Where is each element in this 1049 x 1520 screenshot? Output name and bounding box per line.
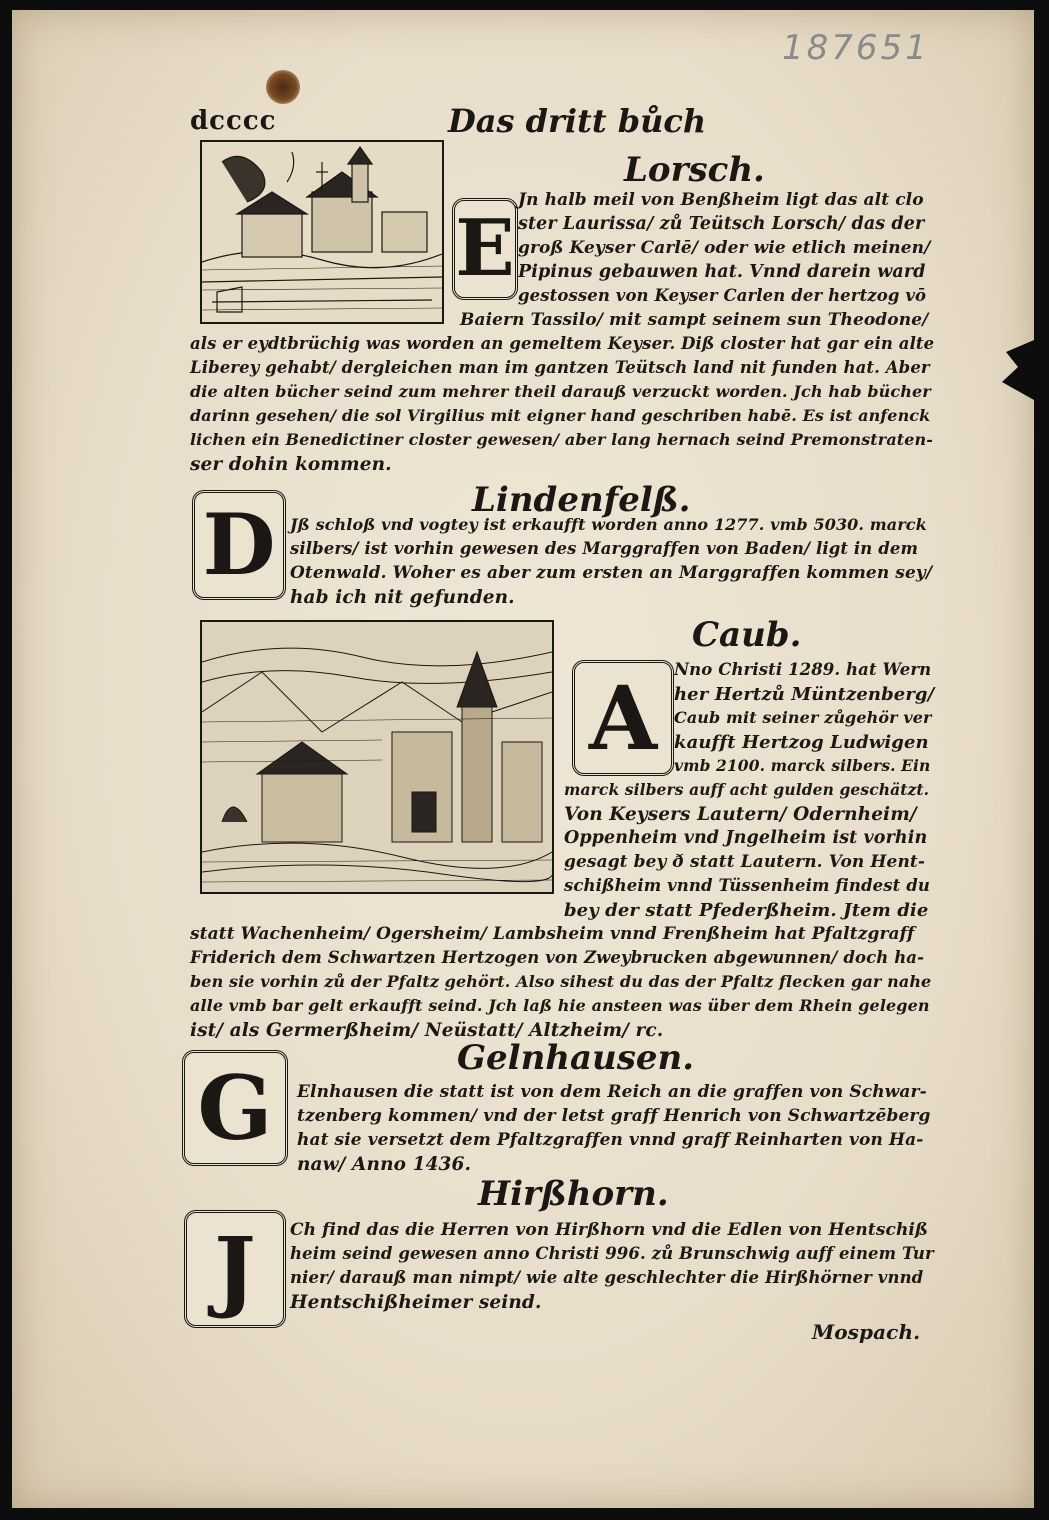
text-line: hat sie versetzt dem Pfaltzgraffen vnnd graff Reinharten von Ha- <box>297 1130 924 1150</box>
text-line: statt Wachenheim/ Ogersheim/ Lambsheim vnnd Frenßheim hat Pfaltzgraff <box>190 924 915 944</box>
text-line: Liberey gehabt/ dergleichen man im gantzen Teütsch land nit funden hat. Aber <box>190 358 930 377</box>
text-line: gesagt bey ð statt Lautern. Von Hent- <box>564 852 926 872</box>
text-line: groß Keyser Carlē/ oder wie etlich meinen/ <box>518 238 931 258</box>
text-line: her Hertzů Müntzenberg/ <box>674 684 935 705</box>
text-line: ster Laurissa/ zů Teütsch Lorsch/ das der <box>518 214 925 234</box>
text-line: ben sie vorhin zů der Pfaltz gehört. Also sihest du das der Pfaltz flecken gar nahe <box>190 972 932 991</box>
pencil-inventory-number: 187651 <box>782 28 930 68</box>
folio-number: dcccc <box>190 106 277 136</box>
drop-initial-gelnhausen: G <box>182 1050 288 1166</box>
page-sheet <box>12 10 1034 1508</box>
text-line: Otenwald. Woher es aber zum ersten an Marggraffen kommen sey/ <box>290 563 933 583</box>
text-line: Elnhausen die statt ist von dem Reich an die graffen von Schwar- <box>297 1082 927 1102</box>
caub-woodcut-image <box>200 620 554 894</box>
text-line: Friderich dem Schwartzen Hertzogen von Zweybrucken abgewunnen/ doch ha- <box>190 948 925 967</box>
text-line: hab ich nit gefunden. <box>290 587 515 608</box>
text-line: darinn gesehen/ die sol Virgilius mit eigner hand geschriben habē. Es ist anfenck <box>190 406 931 425</box>
text-line: Caub mit seiner zůgehör ver <box>674 708 932 727</box>
drop-initial-hirschhorn: J <box>184 1210 286 1328</box>
text-line: Pipinus gebauwen hat. Vnnd darein ward <box>518 262 926 282</box>
text-line: nier/ darauß man nimpt/ wie alte geschlechter die Hirßhörner vnnd <box>290 1268 924 1287</box>
section-title-lorsch: Lorsch. <box>624 150 765 190</box>
text-line: lichen ein Benedictiner closter gewesen/ aber lang hernach seind Premonstraten- <box>190 430 934 449</box>
torn-edge <box>994 340 1034 400</box>
section-title-caub: Caub. <box>692 615 802 655</box>
text-line: Jn halb meil von Benßheim ligt das alt clo <box>518 190 924 210</box>
text-line: die alten bücher seind zum mehrer theil darauß verzuckt worden. Jch hab bücher <box>190 382 931 401</box>
text-line: silbers/ ist vorhin gewesen des Marggraffen von Baden/ ligt in dem <box>290 539 919 558</box>
text-line: vmb 2100. marck silbers. Ein <box>674 756 931 775</box>
text-line: Ch find das die Herren von Hirßhorn vnd die Edlen von Hentschiß <box>290 1220 928 1240</box>
catchword: Mospach. <box>812 1320 921 1344</box>
text-line: schißheim vnnd Tüssenheim findest du <box>564 876 930 895</box>
section-title-hirschhorn: Hirßhorn. <box>478 1174 669 1214</box>
text-line: bey der statt Pfederßheim. Jtem die <box>564 900 929 921</box>
section-title-lindenfels: Lindenfelß. <box>472 480 691 520</box>
drop-initial-lorsch: E <box>452 198 518 300</box>
text-line: naw/ Anno 1436. <box>297 1154 472 1175</box>
town-illustration <box>202 622 552 892</box>
text-line: Hentschißheimer seind. <box>290 1292 542 1313</box>
monastery-illustration <box>202 142 442 322</box>
text-line: Nno Christi 1289. hat Wern <box>674 660 932 679</box>
running-head: Das dritt bůch <box>448 102 707 140</box>
text-line: tzenberg kommen/ vnd der letst graff Henrich von Schwartzēberg <box>297 1106 931 1126</box>
text-line: Von Keysers Lautern/ Odernheim/ <box>564 804 917 825</box>
text-line: alle vmb bar gelt erkaufft seind. Jch laß hie ansteen was über dem Rhein gelegen <box>190 996 930 1015</box>
text-line: heim seind gewesen anno Christi 996. zů Brunschwig auff einem Tur <box>290 1244 934 1263</box>
text-line: marck silbers auff acht gulden geschätzt. <box>564 780 930 799</box>
drop-initial-caub: A <box>572 660 674 776</box>
drop-initial-lindenfels: D <box>192 490 286 600</box>
text-line: Baiern Tassilo/ mit sampt seinem sun Theodone/ <box>460 310 929 330</box>
text-line: Oppenheim vnd Jngelheim ist vorhin <box>564 828 928 848</box>
text-line: kaufft Hertzog Ludwigen <box>674 732 929 753</box>
text-line: als er eydtbrüchig was worden an gemeltem Keyser. Diß closter hat gar ein alte <box>190 334 935 353</box>
lorsch-woodcut-image <box>200 140 444 324</box>
text-line: ist/ als Germerßheim/ Neüstatt/ Altzheim/ rc. <box>190 1020 664 1041</box>
text-line: ser dohin kommen. <box>190 454 392 475</box>
ink-stain <box>266 70 300 104</box>
text-line: gestossen von Keyser Carlen der hertzog vō <box>518 286 927 305</box>
text-line: Jß schloß vnd vogtey ist erkaufft worden anno 1277. vmb 5030. marck <box>290 515 927 534</box>
section-title-gelnhausen: Gelnhausen. <box>457 1038 695 1078</box>
